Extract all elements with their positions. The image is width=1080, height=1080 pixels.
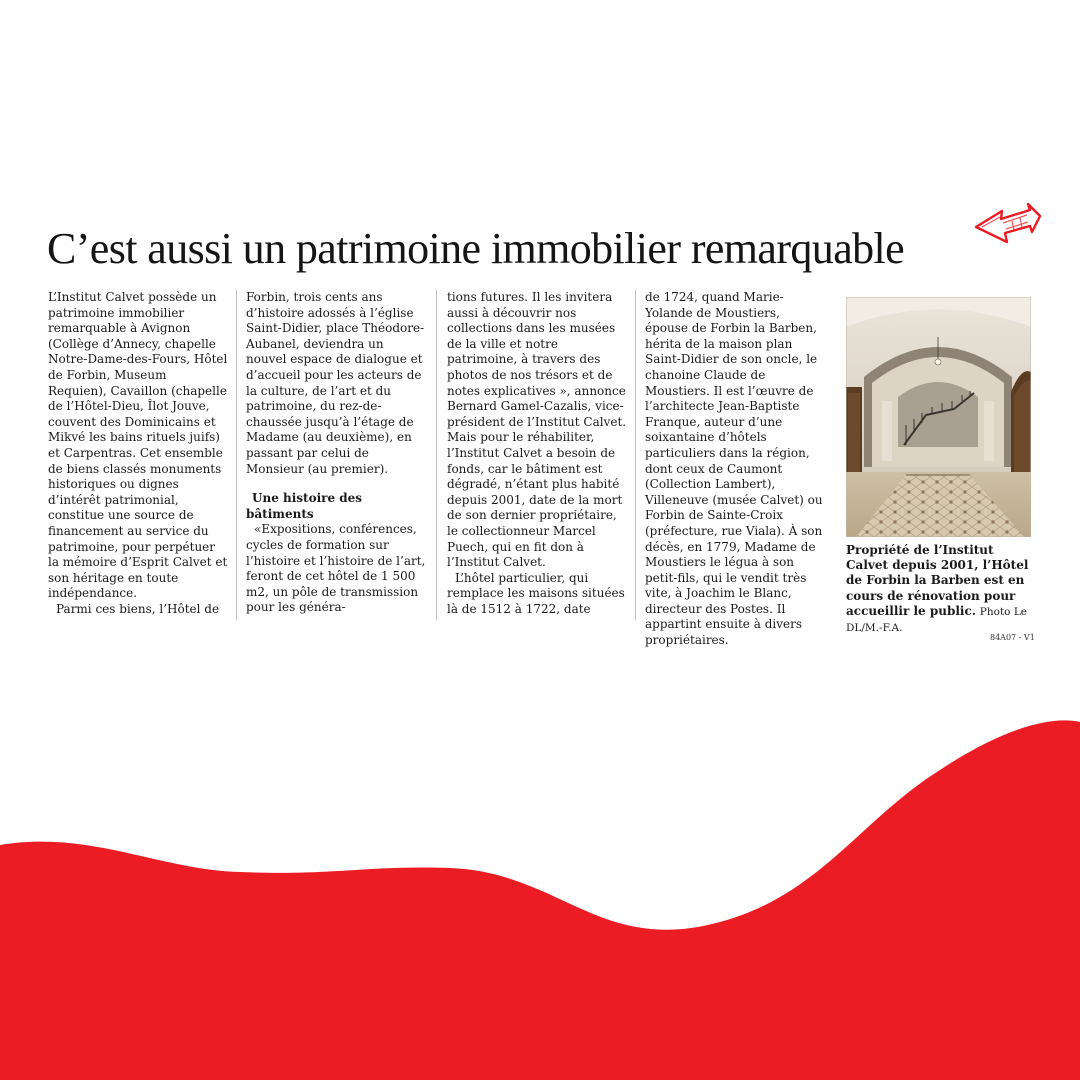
red-arrow-icon <box>972 199 1044 251</box>
article-column-1 <box>48 290 228 617</box>
red-wave-decoration <box>0 700 1080 1080</box>
column-3-paragraph-2: L’hôtel particulier, qui remplace les maisons situées là de 1512 à 1722, date <box>447 570 625 616</box>
article-column-2 <box>246 290 426 616</box>
column-1-paragraph-2: Parmi ces biens, l’Hôtel de <box>56 601 220 616</box>
column-divider <box>236 290 237 620</box>
article-column-3 <box>447 290 627 617</box>
column-1-paragraph-1: L’Institut Calvet possède un patrimoine immobilier remarquable à Avignon (Collège d’Annecy, chapelle Notre-Dame-des-Fours, Hôtel de Forbin, Museum Requien), Cavaillon (chapelle de l’Hôtel-Dieu, Îlot Jouve, couvent des Dominicains et Mikvé les bains rituels juifs) et Carpentras. Cet ensemble de biens classés monuments historiques ou dignes d’intérêt patrimonial, constitue une source de financement au service du patrimoine, pour perpétuer la mémoire d’Esprit Calvet et son héritage en toute indépendance. <box>48 290 228 601</box>
article-column-4 <box>645 290 825 649</box>
section-subheading: Une histoire des bâtiments <box>246 491 363 521</box>
column-2-paragraph-2: «Expositions, conférences, cycles de formation sur l’histoire et l’histoire de l’art, feront de cet hôtel de 1 500 m2, un pôle de transmission pour les généra- <box>246 522 426 615</box>
column-divider <box>635 290 636 620</box>
column-divider <box>436 290 437 620</box>
article-title: C’est aussi un patrimoine immobilier remarquable <box>47 224 905 273</box>
photo-caption <box>846 543 1036 636</box>
photo-credit: Photo Le DL/M.-F.A. <box>846 605 1028 635</box>
hotel-interior-photo <box>846 297 1031 537</box>
column-4-paragraph-1: de 1724, quand Marie-Yolande de Moustiers, épouse de Forbin la Barben, hérita de la maison plan Saint-Didier de son oncle, le chanoine Claude de Moustiers. Il est l’œuvre de l’architecte Jean-Baptiste Franque, auteur d’une soixantaine d’hôtels particuliers dans la région, dont ceux de Caumont (Collection Lambert), Villeneuve (musée Calvet) ou Forbin de Sainte-Croix (préfecture, rue Viala). À son décès, en 1779, Madame de Moustiers le légua à son petit-fils, qui le vendit très vite, à Joachim le Blanc, directeur des Postes. Il appartint ensuite à divers propriétaires. <box>645 290 823 648</box>
column-3-paragraph-1: tions futures. Il les invitera aussi à découvrir nos collections dans les musées de la ville et notre patrimoine, à travers des photos de nos trésors et de notes explicatives », annonce Bernard Gamel-Cazalis, vice-président de l’Institut Calvet. Mais pour le réhabiliter, l’Institut Calvet a besoin de fonds, car le bâtiment est dégradé, n’étant plus habité depuis 2001, date de la mort de son dernier propriétaire, le collectionneur Marcel Puech, qui en fit don à l’Institut Calvet. <box>447 290 627 570</box>
caption-text: Propriété de l’Institut Calvet depuis 2001, l’Hôtel de Forbin la Barben est en cours de rénovation pour accueillir le public. <box>846 543 1029 618</box>
column-2-paragraph-1: Forbin, trois cents ans d’histoire adossés à l’église Saint-Didier, place Théodore-Aubanel, deviendra un nouvel espace de dialogue et d’accueil pour les acteurs de la culture, de l’art et du patrimoine, du rez-de-chaussée jusqu’à l’étage de Madame (au deuxième), en passant par celui de Monsieur (au premier). <box>246 290 425 476</box>
page-reference: 84A07 - V1 <box>990 633 1035 642</box>
